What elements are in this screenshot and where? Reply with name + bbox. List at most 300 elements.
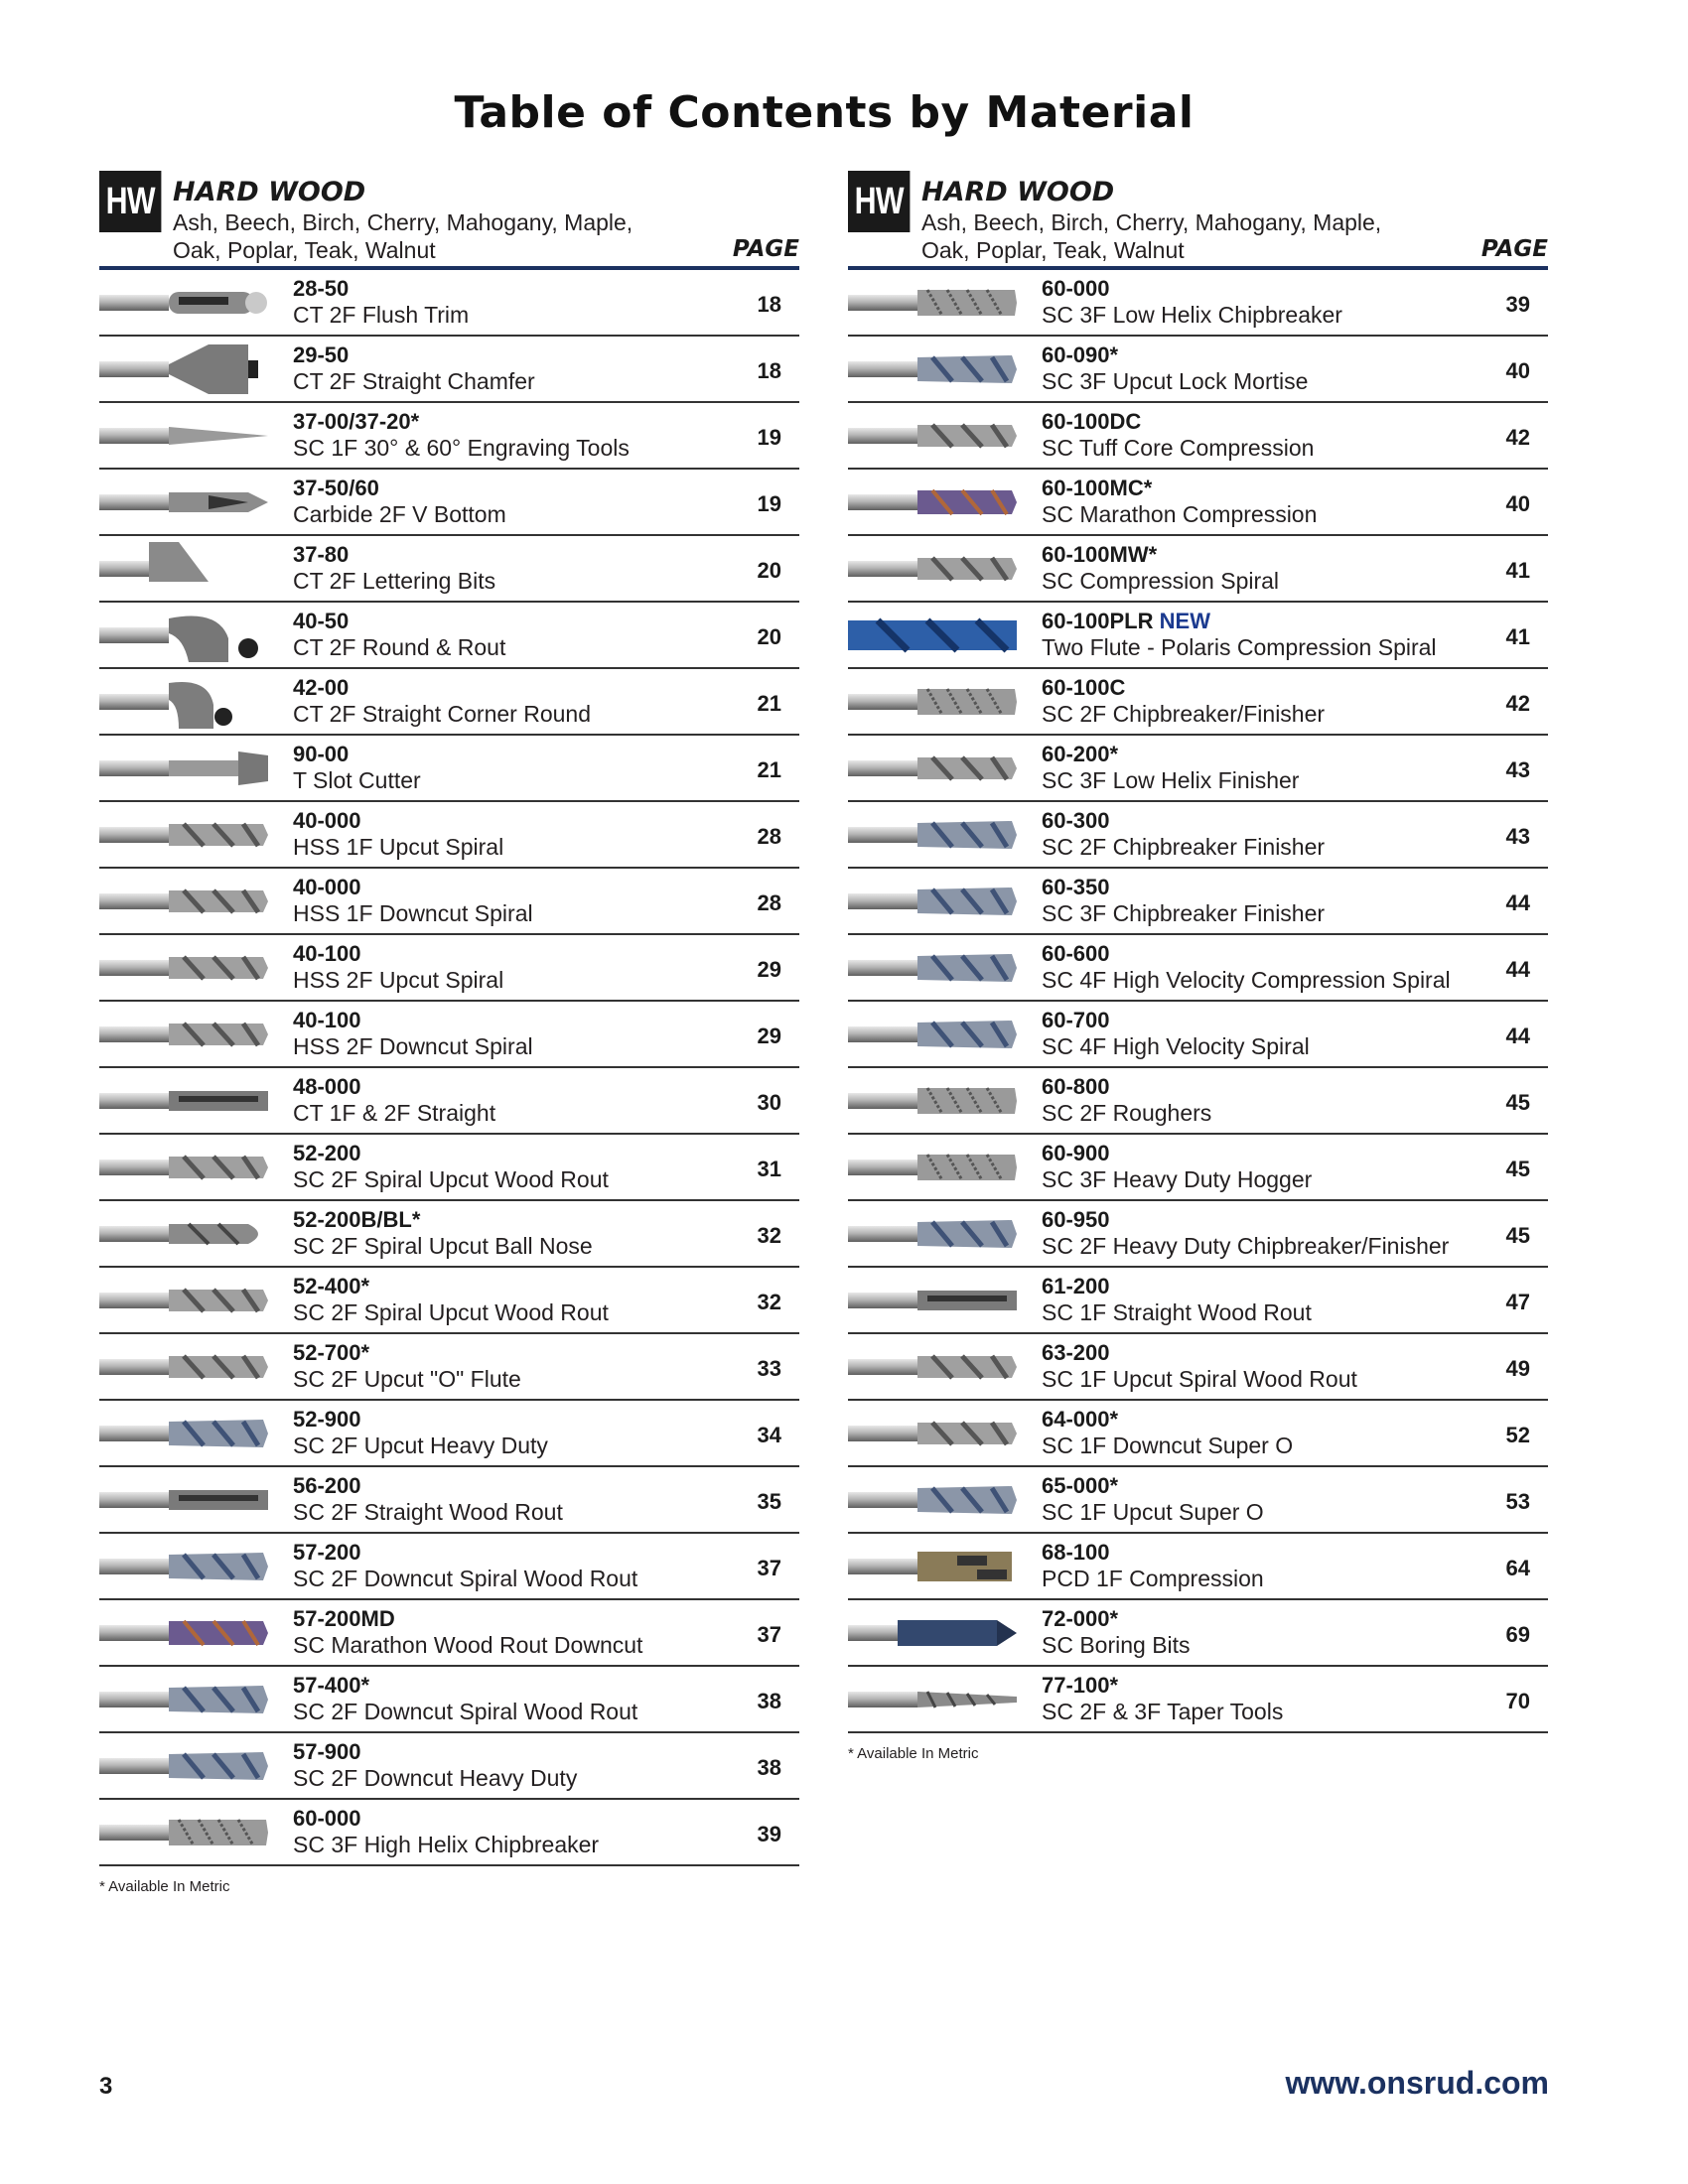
series-code [293, 1407, 361, 1433]
series-code-text: 40-100 [293, 941, 361, 966]
toc-row[interactable] [99, 1201, 799, 1268]
toc-row[interactable] [99, 1800, 799, 1866]
router-bit-image [99, 1806, 268, 1859]
series-code-text: 28-50 [293, 276, 350, 301]
series-code-text: 37-00/37-20* [293, 409, 420, 434]
tool-description: SC 2F Spiral Upcut Wood Rout [293, 1166, 609, 1192]
page-ref: 28 [757, 824, 781, 849]
router-bit-image [848, 1274, 1017, 1327]
page-ref: 49 [1505, 1356, 1530, 1381]
toc-row[interactable] [848, 1002, 1548, 1068]
tool-description: HSS 1F Downcut Spiral [293, 900, 533, 926]
page-ref: 33 [757, 1356, 781, 1381]
tool-description: SC 2F Upcut "O" Flute [293, 1366, 521, 1392]
router-bit-image [848, 941, 1017, 995]
series-code-text: 68-100 [1042, 1540, 1110, 1565]
toc-row[interactable] [848, 869, 1548, 935]
router-bit-image [99, 1739, 268, 1793]
toc-row[interactable] [848, 603, 1548, 669]
router-bit-image [99, 1141, 268, 1194]
router-bit-image [99, 1540, 268, 1593]
toc-row[interactable] [99, 403, 799, 470]
page-ref: 30 [757, 1090, 781, 1115]
series-code [1042, 609, 1210, 634]
series-code [293, 1141, 361, 1166]
series-code-text: 42-00 [293, 675, 350, 700]
series-code-text: 60-800 [1042, 1074, 1110, 1099]
router-bit-image [848, 409, 1017, 463]
series-code-text: 90-00 [293, 742, 350, 766]
tool-description: CT 2F Lettering Bits [293, 568, 496, 594]
series-code-text: 52-700* [293, 1340, 370, 1365]
router-bit-image [99, 941, 268, 995]
toc-row[interactable] [848, 337, 1548, 403]
router-bit-image [99, 409, 268, 463]
page-ref: 21 [757, 691, 781, 716]
series-code-text: 60-350 [1042, 875, 1110, 899]
tool-description: SC 1F Upcut Super O [1042, 1499, 1264, 1525]
series-code-text: 60-200* [1042, 742, 1119, 766]
page-ref: 29 [757, 957, 781, 982]
router-bit-image [99, 1473, 268, 1527]
tool-description: SC 3F High Helix Chipbreaker [293, 1832, 600, 1857]
page-column-label: PAGE [1480, 236, 1548, 262]
tool-description: Two Flute - Polaris Compression Spiral [1042, 634, 1437, 660]
toc-row[interactable] [99, 337, 799, 403]
page-ref: 44 [1505, 1024, 1530, 1048]
router-bit-image [848, 1407, 1017, 1460]
series-code-text: 60-100MC* [1042, 476, 1153, 500]
toc-row[interactable] [99, 1667, 799, 1733]
page-ref: 44 [1505, 957, 1530, 982]
router-bit-image [848, 542, 1017, 596]
router-bit-image [99, 1207, 268, 1261]
router-bit-image [848, 1473, 1017, 1527]
page-ref: 43 [1505, 757, 1530, 782]
right-column [848, 171, 1548, 1762]
toc-row[interactable] [848, 1268, 1548, 1334]
series-code [1042, 1606, 1118, 1632]
router-bit-image [99, 1673, 268, 1726]
page-ref: 37 [757, 1556, 781, 1580]
series-code-text: 52-900 [293, 1407, 361, 1432]
series-code [1042, 742, 1118, 767]
series-code-text: 77-100* [1042, 1673, 1119, 1698]
series-code [293, 1806, 361, 1832]
toc-row[interactable] [848, 1401, 1548, 1467]
router-bit-image [99, 476, 268, 529]
page-ref: 20 [757, 624, 781, 649]
router-bit-image [99, 808, 268, 862]
toc-row[interactable] [848, 1068, 1548, 1135]
series-code [1042, 342, 1118, 368]
page-ref: 53 [1505, 1489, 1530, 1514]
section-header [99, 171, 799, 270]
series-code [293, 675, 349, 701]
series-code [293, 1473, 361, 1499]
tool-description: SC 2F Chipbreaker/Finisher [1042, 701, 1326, 727]
series-code [1042, 1141, 1110, 1166]
page-ref: 45 [1505, 1157, 1530, 1181]
wood-list-line: Ash, Beech, Birch, Cherry, Mahogany, Maple, [173, 209, 633, 235]
router-bit-image [99, 1074, 268, 1128]
series-code-text: 61-200 [1042, 1274, 1110, 1298]
router-bit-image [99, 675, 268, 729]
tool-description: CT 2F Round & Rout [293, 634, 506, 660]
tool-description: T Slot Cutter [293, 767, 421, 793]
series-code-text: 40-000 [293, 808, 361, 833]
toc-row[interactable] [848, 1534, 1548, 1600]
page-ref: 19 [757, 425, 781, 450]
series-code [293, 1274, 369, 1299]
wood-list-line: Oak, Poplar, Teak, Walnut [173, 237, 436, 263]
series-code-text: 60-600 [1042, 941, 1110, 966]
toc-row[interactable] [848, 270, 1548, 337]
series-code [1042, 476, 1152, 501]
toc-row[interactable] [99, 1268, 799, 1334]
tool-description: SC 2F Roughers [1042, 1100, 1212, 1126]
toc-row[interactable] [99, 536, 799, 603]
router-bit-image [848, 1673, 1017, 1726]
series-code [293, 476, 379, 501]
series-code [293, 1074, 361, 1100]
tool-description: SC 1F 30° & 60° Engraving Tools [293, 435, 630, 461]
page-ref: 45 [1505, 1223, 1530, 1248]
page-ref: 41 [1505, 624, 1530, 649]
series-code [1042, 542, 1157, 568]
series-code [293, 1340, 369, 1366]
router-bit-image [99, 276, 268, 330]
footnote: * Available In Metric [99, 1878, 230, 1895]
router-bit-image [848, 808, 1017, 862]
toc-row[interactable] [848, 802, 1548, 869]
page-ref: 20 [757, 558, 781, 583]
page-ref: 29 [757, 1024, 781, 1048]
router-bit-image [99, 742, 268, 795]
series-code [1042, 1407, 1118, 1433]
tool-description: CT 2F Straight Chamfer [293, 368, 535, 394]
tool-description: HSS 2F Downcut Spiral [293, 1033, 533, 1059]
toc-row[interactable] [848, 1201, 1548, 1268]
website-link[interactable]: www.onsrud.com [1285, 2065, 1549, 2101]
router-bit-image [848, 1606, 1017, 1660]
series-code [293, 1606, 395, 1632]
series-code-text: 29-50 [293, 342, 350, 367]
page-number: 3 [99, 2073, 113, 2100]
router-bit-image [848, 1207, 1017, 1261]
tool-description: SC 2F Spiral Upcut Ball Nose [293, 1233, 593, 1259]
series-code-text: 60-090* [1042, 342, 1119, 367]
toc-row[interactable] [99, 1068, 799, 1135]
section-title: HARD WOOD [921, 177, 1115, 207]
page-ref: 70 [1505, 1689, 1530, 1713]
tool-description: CT 2F Straight Corner Round [293, 701, 591, 727]
toc-row[interactable] [99, 869, 799, 935]
page-ref: 40 [1505, 491, 1530, 516]
router-bit-image [99, 542, 268, 596]
series-code-text: 52-200 [293, 1141, 361, 1165]
series-code-text: 60-700 [1042, 1008, 1110, 1032]
tool-description: HSS 1F Upcut Spiral [293, 834, 504, 860]
series-code [293, 542, 349, 568]
tool-description: SC 2F Chipbreaker Finisher [1042, 834, 1326, 860]
series-code-text: 52-400* [293, 1274, 370, 1298]
toc-row[interactable] [848, 403, 1548, 470]
toc-row[interactable] [99, 669, 799, 736]
series-code [293, 808, 361, 834]
series-code-text: 48-000 [293, 1074, 361, 1099]
series-code-text: 65-000* [1042, 1473, 1119, 1498]
router-bit-image [848, 742, 1017, 795]
series-code [1042, 1473, 1118, 1499]
series-code-text: 57-200 [293, 1540, 361, 1565]
toc-row[interactable] [848, 536, 1548, 603]
page-ref: 64 [1505, 1556, 1530, 1580]
page-ref: 35 [757, 1489, 781, 1514]
series-code [293, 1739, 361, 1765]
series-code-text: 60-100C [1042, 675, 1126, 700]
page-ref: 18 [757, 358, 781, 383]
tool-description: SC 3F Heavy Duty Hogger [1042, 1166, 1313, 1192]
tool-description: SC Boring Bits [1042, 1632, 1191, 1658]
series-code [293, 1540, 361, 1566]
toc-list [848, 270, 1548, 1733]
series-code [293, 742, 349, 767]
toc-row[interactable] [848, 935, 1548, 1002]
router-bit-image [848, 276, 1017, 330]
page-ref: 38 [757, 1689, 781, 1713]
toc-row[interactable] [848, 470, 1548, 536]
router-bit-image [99, 875, 268, 928]
toc-row[interactable] [848, 1334, 1548, 1401]
toc-row[interactable] [848, 1135, 1548, 1201]
series-code [1042, 1074, 1110, 1100]
page-title: Table of Contents by Material [454, 87, 1195, 138]
page-ref: 42 [1505, 425, 1530, 450]
page-ref: 40 [1505, 358, 1530, 383]
router-bit-image [99, 1407, 268, 1460]
toc-row[interactable] [99, 1401, 799, 1467]
page-ref: 21 [757, 757, 781, 782]
series-code-text: 63-200 [1042, 1340, 1110, 1365]
toc-list [99, 270, 799, 1866]
page-ref: 44 [1505, 890, 1530, 915]
series-code-text: 60-300 [1042, 808, 1110, 833]
series-code-text: 60-100MW* [1042, 542, 1158, 567]
toc-row[interactable] [99, 802, 799, 869]
page-ref: 31 [757, 1157, 781, 1181]
tool-description: CT 2F Flush Trim [293, 302, 470, 328]
series-code-text: 60-100DC [1042, 409, 1142, 434]
tool-description: SC 2F & 3F Taper Tools [1042, 1699, 1284, 1724]
tool-description: SC 3F Chipbreaker Finisher [1042, 900, 1326, 926]
toc-row[interactable] [99, 603, 799, 669]
series-code [293, 342, 349, 368]
tool-description: SC 2F Heavy Duty Chipbreaker/Finisher [1042, 1233, 1450, 1259]
series-code-text: 56-200 [293, 1473, 361, 1498]
toc-row[interactable] [99, 1534, 799, 1600]
section-title: HARD WOOD [173, 177, 366, 207]
toc-row[interactable] [99, 1334, 799, 1401]
tool-description: SC 2F Straight Wood Rout [293, 1499, 563, 1525]
series-code-text: 37-50/60 [293, 476, 379, 500]
toc-row[interactable] [848, 1667, 1548, 1733]
series-code [1042, 1340, 1110, 1366]
toc-row[interactable] [99, 1467, 799, 1534]
tool-description: SC 1F Upcut Spiral Wood Rout [1042, 1366, 1357, 1392]
page-ref: 41 [1505, 558, 1530, 583]
series-code-text: 40-50 [293, 609, 350, 633]
page-ref: 39 [1505, 292, 1530, 317]
toc-row[interactable] [99, 1733, 799, 1800]
toc-row[interactable] [99, 935, 799, 1002]
series-code-text: 60-000 [293, 1806, 361, 1831]
series-code [293, 875, 361, 900]
router-bit-image [848, 1340, 1017, 1394]
wood-list [921, 208, 1398, 264]
hw-badge: HW [848, 171, 910, 232]
page-ref: 52 [1505, 1423, 1530, 1447]
page-ref: 69 [1505, 1622, 1530, 1647]
page-ref: 18 [757, 292, 781, 317]
series-code-text: 37-80 [293, 542, 350, 567]
toc-row[interactable] [99, 270, 799, 337]
series-code [293, 276, 349, 302]
series-code-text: 52-200B/BL* [293, 1207, 421, 1232]
router-bit-image [848, 342, 1017, 396]
section-header [848, 171, 1548, 270]
toc-row[interactable] [848, 669, 1548, 736]
series-code-text: 57-200MD [293, 1606, 395, 1631]
series-code [1042, 941, 1110, 967]
router-bit-image [99, 1606, 268, 1660]
series-code [1042, 1008, 1110, 1033]
series-code [1042, 675, 1125, 701]
series-code-text: 40-100 [293, 1008, 361, 1032]
page-ref: 47 [1505, 1290, 1530, 1314]
tool-description: SC Compression Spiral [1042, 568, 1280, 594]
series-code [293, 609, 349, 634]
tool-description: SC 2F Downcut Spiral Wood Rout [293, 1699, 638, 1724]
router-bit-image [848, 1008, 1017, 1061]
series-code-text: 40-000 [293, 875, 361, 899]
router-bit-image [848, 1074, 1017, 1128]
series-code [1042, 1207, 1110, 1233]
series-code [1042, 875, 1110, 900]
router-bit-image [99, 609, 268, 662]
page-column-label: PAGE [732, 236, 799, 262]
toc-row[interactable] [848, 1467, 1548, 1534]
page-ref: 39 [757, 1822, 781, 1846]
page-ref: 34 [757, 1423, 781, 1447]
tool-description: SC 1F Straight Wood Rout [1042, 1299, 1312, 1325]
page-ref: 38 [757, 1755, 781, 1780]
toc-row[interactable] [848, 1600, 1548, 1667]
tool-description: Carbide 2F V Bottom [293, 501, 506, 527]
router-bit-image [848, 875, 1017, 928]
page-ref: 43 [1505, 824, 1530, 849]
toc-row[interactable] [99, 1135, 799, 1201]
page-ref: 45 [1505, 1090, 1530, 1115]
hw-badge: HW [99, 171, 161, 232]
router-bit-image [99, 1340, 268, 1394]
series-code-text: 60-100PLR [1042, 609, 1154, 633]
footnote: * Available In Metric [848, 1745, 979, 1762]
toc-row[interactable] [99, 470, 799, 536]
tool-description: SC 2F Spiral Upcut Wood Rout [293, 1299, 609, 1325]
series-code-text: 60-900 [1042, 1141, 1110, 1165]
page-ref: 37 [757, 1622, 781, 1647]
router-bit-image [99, 342, 268, 396]
page-ref: 19 [757, 491, 781, 516]
tool-description: HSS 2F Upcut Spiral [293, 967, 504, 993]
series-code [1042, 276, 1110, 302]
tool-description: SC 3F Low Helix Finisher [1042, 767, 1300, 793]
page-ref: 42 [1505, 691, 1530, 716]
series-code [1042, 1274, 1110, 1299]
series-code-text: 57-900 [293, 1739, 361, 1764]
tool-description: SC 4F High Velocity Spiral [1042, 1033, 1310, 1059]
router-bit-image [848, 609, 1017, 662]
series-code-text: 72-000* [1042, 1606, 1119, 1631]
series-code-text: 57-400* [293, 1673, 370, 1698]
page-ref: 32 [757, 1290, 781, 1314]
router-bit-image [848, 476, 1017, 529]
tool-description: SC Marathon Wood Rout Downcut [293, 1632, 643, 1658]
toc-row[interactable] [99, 1600, 799, 1667]
series-code [1042, 1673, 1118, 1699]
series-code-text: 60-000 [1042, 276, 1110, 301]
tool-description: SC 1F Downcut Super O [1042, 1433, 1294, 1458]
toc-row[interactable] [99, 1002, 799, 1068]
page-ref: 28 [757, 890, 781, 915]
tool-description: PCD 1F Compression [1042, 1566, 1264, 1591]
router-bit-image [99, 1274, 268, 1327]
series-code [1042, 1540, 1110, 1566]
page-ref: 32 [757, 1223, 781, 1248]
series-code-text: 64-000* [1042, 1407, 1119, 1432]
series-code [293, 1008, 361, 1033]
series-code [1042, 808, 1110, 834]
tool-description: SC Tuff Core Compression [1042, 435, 1315, 461]
router-bit-image [848, 1540, 1017, 1593]
toc-row[interactable] [848, 736, 1548, 802]
tool-description: SC Marathon Compression [1042, 501, 1318, 527]
left-column [99, 171, 799, 1895]
wood-list [173, 208, 649, 264]
tool-description: SC 4F High Velocity Compression Spiral [1042, 967, 1451, 993]
tool-description: CT 1F & 2F Straight [293, 1100, 496, 1126]
tool-description: SC 2F Downcut Heavy Duty [293, 1765, 578, 1791]
wood-list-line: Ash, Beech, Birch, Cherry, Mahogany, Maple, [921, 209, 1382, 235]
series-code [293, 941, 361, 967]
tool-description: SC 3F Low Helix Chipbreaker [1042, 302, 1342, 328]
tool-description: SC 3F Upcut Lock Mortise [1042, 368, 1309, 394]
toc-row[interactable] [99, 736, 799, 802]
wood-list-line: Oak, Poplar, Teak, Walnut [921, 237, 1185, 263]
series-code [293, 1207, 420, 1233]
router-bit-image [99, 1008, 268, 1061]
new-badge: NEW [1159, 609, 1210, 633]
series-code-text: 60-950 [1042, 1207, 1110, 1232]
tool-description: SC 2F Upcut Heavy Duty [293, 1433, 548, 1458]
router-bit-image [848, 675, 1017, 729]
tool-description: SC 2F Downcut Spiral Wood Rout [293, 1566, 638, 1591]
router-bit-image [848, 1141, 1017, 1194]
series-code [293, 1673, 369, 1699]
series-code [1042, 409, 1141, 435]
series-code [293, 409, 419, 435]
